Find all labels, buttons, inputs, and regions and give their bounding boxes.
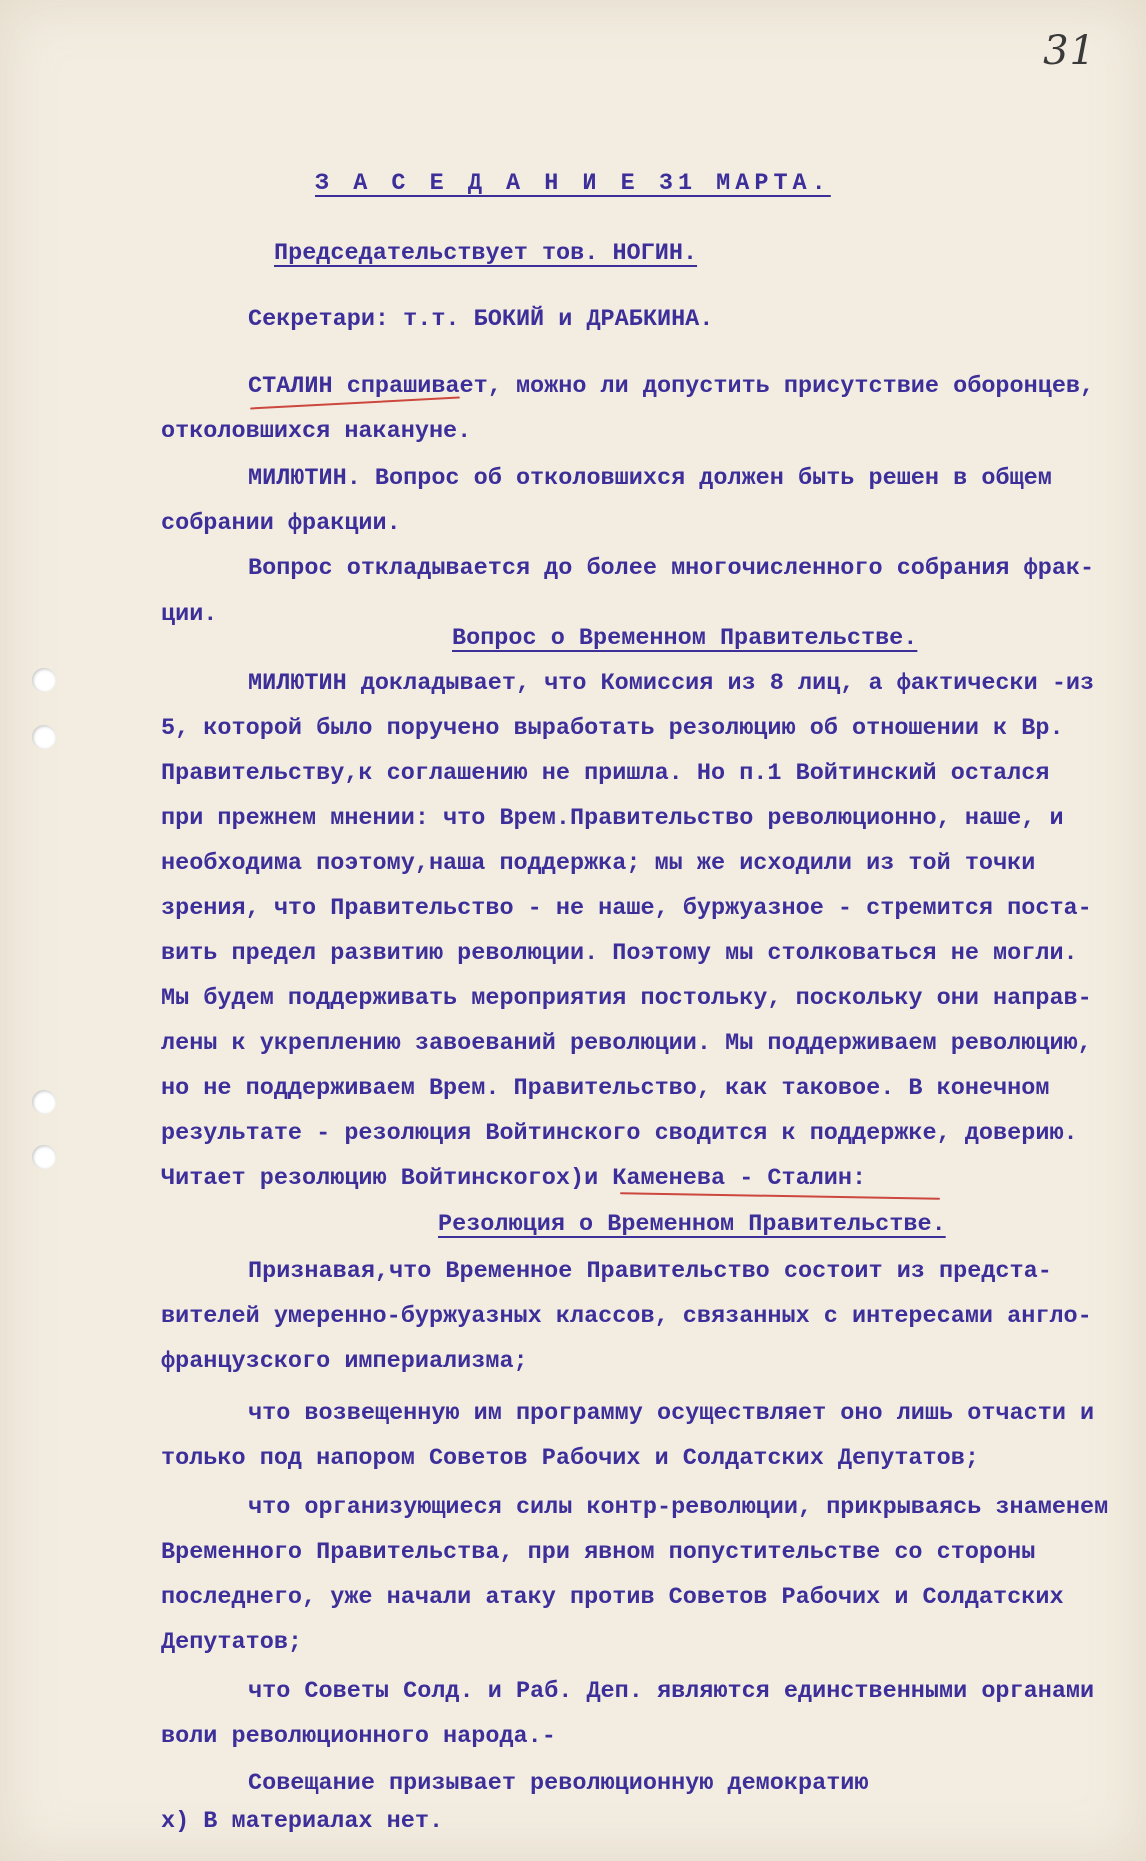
page-number: 31 <box>1043 28 1096 74</box>
secretaries-line: Секретари: т.т. БОКИЙ и ДРАБКИНА. <box>248 306 714 333</box>
text-line: необходима поэтому,наша поддержка; мы же исходили из той точки <box>161 850 1036 877</box>
text-line: СТАЛИН спрашивает, можно ли допустить присутствие оборонцев, <box>248 373 1095 400</box>
text-line: Совещание призывает революционную демократию <box>248 1770 869 1797</box>
text-line: Временного Правительства, при явном попустительстве со стороны <box>161 1539 1036 1566</box>
text-line: что возвещенную им программу осуществляет оно лишь отчасти и <box>248 1400 1095 1427</box>
text-line: результате - резолюция Войтинского сводится к поддержке, доверию. <box>161 1120 1078 1147</box>
text-line: Мы будем поддерживать мероприятия постольку, поскольку они направ- <box>161 985 1092 1012</box>
text-line: МИЛЮТИН докладывает, что Комиссия из 8 лиц, а фактически -из <box>248 670 1095 697</box>
text-line: вить предел развитию революции. Поэтому мы столковаться не могли. <box>161 940 1078 967</box>
text-line: ции. <box>161 601 218 628</box>
text-line: зрения, что Правительство - не наше, буржуазное - стремится поста- <box>161 895 1092 922</box>
text-line: лены к укреплению завоеваний революции. Мы поддерживаем революцию, <box>161 1030 1092 1057</box>
text-line: что Советы Солд. и Раб. Деп. являются единственными органами <box>248 1678 1095 1705</box>
chair-line: Председательствует тов. НОГИН. <box>274 240 698 267</box>
text-line: Вопрос откладывается до более многочисленного собрания фрак- <box>248 555 1095 582</box>
text-line: последнего, уже начали атаку против Советов Рабочих и Солдатских <box>161 1584 1064 1611</box>
text-line: вителей умеренно-буржуазных классов, связанных с интересами англо- <box>161 1303 1092 1330</box>
text-line: при прежнем мнении: что Врем.Правительство революционно, наше, и <box>161 805 1064 832</box>
text-line: 5, которой было поручено выработать резолюцию об отношении к Вр. <box>161 715 1064 742</box>
punch-hole <box>32 1145 56 1169</box>
section-heading: Вопрос о Временном Правительстве. <box>452 625 918 652</box>
text-line: воли революционного народа.- <box>161 1723 556 1750</box>
document-title: З А С Е Д А Н И Е 31 МАРТА. <box>315 170 831 197</box>
punch-hole <box>32 1090 56 1114</box>
footnote: x) В материалах нет. <box>161 1808 444 1835</box>
punch-hole <box>32 668 56 692</box>
text-line: собрании фракции. <box>161 510 401 537</box>
text-line: только под напором Советов Рабочих и Солдатских Депутатов; <box>161 1445 979 1472</box>
text-line: Читает резолюцию Войтинскогоx)и Каменева - Сталин: <box>161 1165 867 1192</box>
punch-hole <box>32 725 56 749</box>
text-line: Правительству,к соглашению не пришла. Но п.1 Войтинский остался <box>161 760 1050 787</box>
text-line: МИЛЮТИН. Вопрос об отколовшихся должен быть решен в общем <box>248 465 1052 492</box>
section-heading: Резолюция о Временном Правительстве. <box>438 1211 946 1238</box>
text-line: Признавая,что Временное Правительство состоит из предста- <box>248 1258 1052 1285</box>
text-line: отколовшихся накануне. <box>161 418 472 445</box>
text-line: но не поддерживаем Врем. Правительство, как таковое. В конечном <box>161 1075 1050 1102</box>
text-line: французского империализма; <box>161 1348 528 1375</box>
text-line: что организующиеся силы контр-революции, прикрываясь знаменем <box>248 1494 1109 1521</box>
text-line: Депутатов; <box>161 1629 303 1656</box>
pencil-underline <box>620 1192 940 1200</box>
